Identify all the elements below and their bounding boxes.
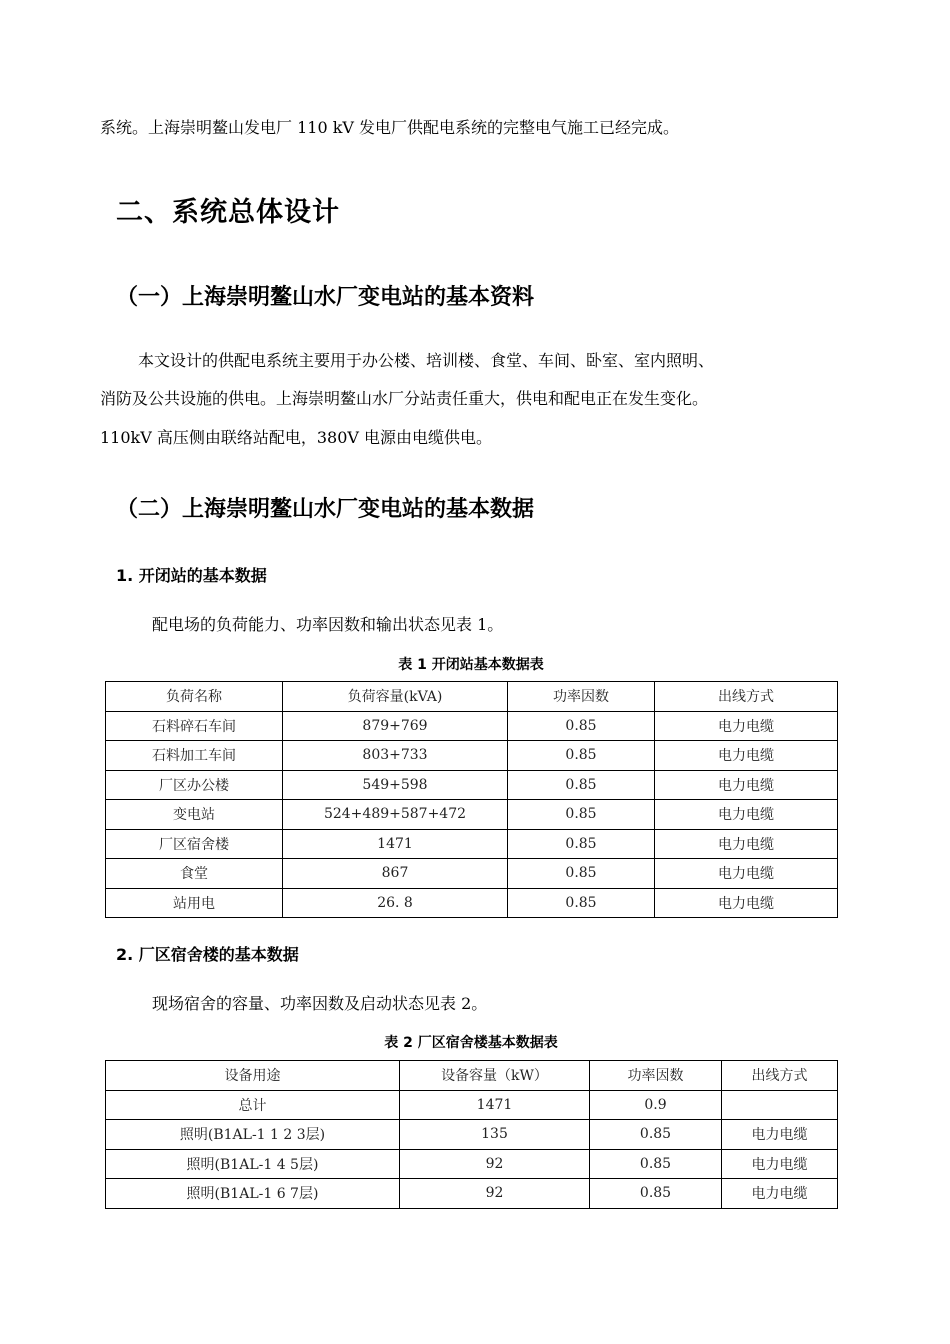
header-cell: 功率因数 xyxy=(590,1061,722,1091)
table-cell: 0.9 xyxy=(590,1090,722,1120)
table-row xyxy=(106,1149,838,1179)
table-cell: 电力电缆 xyxy=(655,770,838,800)
table-cell: 0.85 xyxy=(590,1179,722,1209)
table-cell: 0.85 xyxy=(590,1120,722,1150)
table-cell: 867 xyxy=(283,859,508,889)
table-cell: 电力电缆 xyxy=(655,711,838,741)
table-cell: 电力电缆 xyxy=(722,1149,838,1179)
intro-line: 系统。上海崇明鳌山发电厂 110 kV 发电厂供配电系统的完整电气施工已经完成。 xyxy=(100,118,680,137)
item-text-2: 现场宿舍的容量、功率因数及启动状态见表 2。 xyxy=(152,994,488,1013)
table-row xyxy=(106,1090,838,1120)
header-cell: 出线方式 xyxy=(655,682,838,712)
table-cell: 石料加工车间 xyxy=(106,741,283,771)
section-heading: 二、系统总体设计 xyxy=(116,197,340,228)
table2-caption: 表 2 厂区宿舍楼基本数据表 xyxy=(384,1035,558,1051)
table-cell: 照明(B1AL-1 1 2 3层) xyxy=(106,1120,400,1150)
table-cell: 厂区宿舍楼 xyxy=(106,829,283,859)
header-cell: 设备用途 xyxy=(106,1061,400,1091)
table-cell: 0.85 xyxy=(590,1149,722,1179)
table1 xyxy=(105,681,838,918)
table-row xyxy=(106,1179,838,1209)
item-heading-2: 2. 厂区宿舍楼的基本数据 xyxy=(116,945,299,964)
table2 xyxy=(105,1060,838,1209)
paragraph-line-1: 本文设计的供配电系统主要用于办公楼、培训楼、食堂、车间、卧室、室内照明、 xyxy=(138,351,715,370)
table-cell: 照明(B1AL-1 6 7层) xyxy=(106,1179,400,1209)
header-cell: 设备容量（kW） xyxy=(400,1061,590,1091)
table-cell: 135 xyxy=(400,1120,590,1150)
header-cell: 负荷名称 xyxy=(106,682,283,712)
table-row xyxy=(106,711,838,741)
subsection-heading-1: （一）上海崇明鳌山水厂变电站的基本资料 xyxy=(116,285,535,310)
item-heading-1: 1. 开闭站的基本数据 xyxy=(116,566,267,585)
table-row xyxy=(106,859,838,889)
table-cell: 电力电缆 xyxy=(655,859,838,889)
table-cell: 总计 xyxy=(106,1090,400,1120)
table-cell: 0.85 xyxy=(508,711,655,741)
table-cell: 电力电缆 xyxy=(655,888,838,918)
table-cell: 电力电缆 xyxy=(655,800,838,830)
table-cell: 0.85 xyxy=(508,770,655,800)
item-text-1: 配电场的负荷能力、功率因数和输出状态见表 1。 xyxy=(152,615,504,634)
table1-caption: 表 1 开闭站基本数据表 xyxy=(398,657,544,673)
table-cell: 照明(B1AL-1 4 5层) xyxy=(106,1149,400,1179)
table-cell: 石料碎石车间 xyxy=(106,711,283,741)
table-cell: 1471 xyxy=(400,1090,590,1120)
table-row xyxy=(106,829,838,859)
table-cell: 0.85 xyxy=(508,859,655,889)
table-cell: 厂区办公楼 xyxy=(106,770,283,800)
table-cell: 电力电缆 xyxy=(722,1179,838,1209)
table-cell xyxy=(722,1090,838,1120)
paragraph-line-2: 消防及公共设施的供电。上海崇明鳌山水厂分站责任重大，供电和配电正在发生变化。 xyxy=(100,389,709,408)
paragraph-line-3: 110kV 高压侧由联络站配电，380V 电源由电缆供电。 xyxy=(100,428,493,447)
table-cell: 0.85 xyxy=(508,888,655,918)
table-cell: 0.85 xyxy=(508,829,655,859)
table-cell: 站用电 xyxy=(106,888,283,918)
table-cell: 524+489+587+472 xyxy=(283,800,508,830)
table-header-row xyxy=(106,1061,838,1091)
table-cell: 1471 xyxy=(283,829,508,859)
table-cell: 电力电缆 xyxy=(722,1120,838,1150)
header-cell: 负荷容量(kVA) xyxy=(283,682,508,712)
table-row xyxy=(106,741,838,771)
table-row xyxy=(106,770,838,800)
table-cell: 电力电缆 xyxy=(655,741,838,771)
subsection-heading-2: （二）上海崇明鳌山水厂变电站的基本数据 xyxy=(116,497,535,522)
table-row xyxy=(106,888,838,918)
table-cell: 电力电缆 xyxy=(655,829,838,859)
table-row xyxy=(106,1120,838,1150)
table-cell: 92 xyxy=(400,1179,590,1209)
table-cell: 92 xyxy=(400,1149,590,1179)
table-cell: 879+769 xyxy=(283,711,508,741)
table-header-row xyxy=(106,682,838,712)
header-cell: 出线方式 xyxy=(722,1061,838,1091)
header-cell: 功率因数 xyxy=(508,682,655,712)
table-cell: 26. 8 xyxy=(283,888,508,918)
table-cell: 549+598 xyxy=(283,770,508,800)
table-row xyxy=(106,800,838,830)
table-cell: 0.85 xyxy=(508,800,655,830)
table-cell: 0.85 xyxy=(508,741,655,771)
table-cell: 食堂 xyxy=(106,859,283,889)
table-cell: 变电站 xyxy=(106,800,283,830)
table-cell: 803+733 xyxy=(283,741,508,771)
